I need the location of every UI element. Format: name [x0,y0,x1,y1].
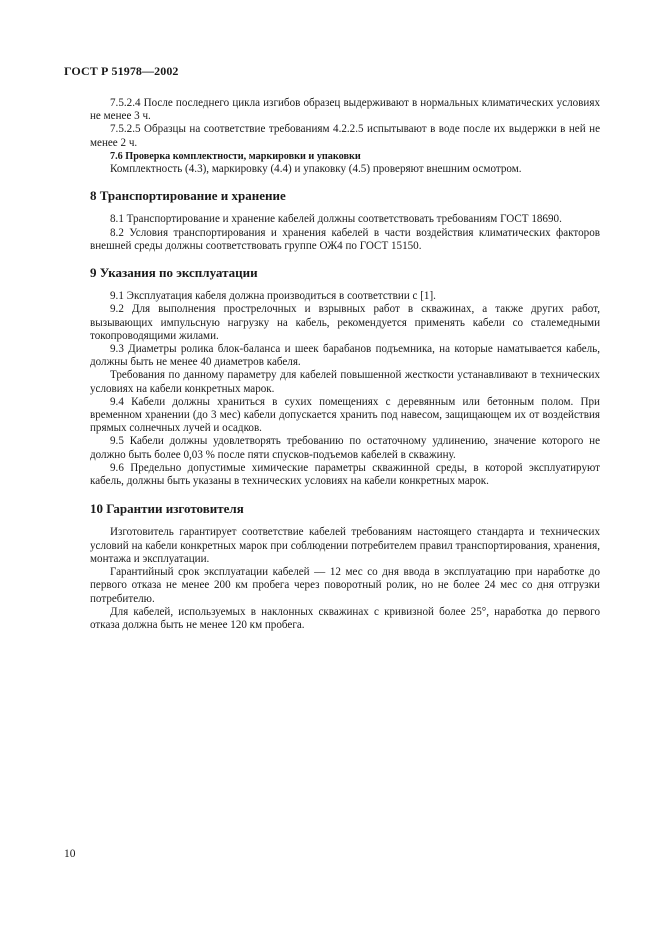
paragraph-7-5-2-4: 7.5.2.4 После последнего цикла изгибов образец выдерживают в нормальных климатических условиях не менее 3 ч. [90,97,600,123]
paragraph-7-6-body: Комплектность (4.3), маркировку (4.4) и упаковку (4.5) проверяют внешним осмотром. [110,163,522,176]
document-header: ГОСТ Р 51978—2002 [64,64,179,78]
paragraph-9-4: 9.4 Кабели должны храниться в сухих помещениях с деревянным или бетонным полом. При временном хранении (до 3 мес) кабели допускается хранить под навесом, защищающем их от воздействия прямых солнечных лучей и осадков. [90,395,600,435]
paragraph-10-inclined-wells: Для кабелей, используемых в наклонных скважинах с кривизной более 25°, наработка до первого отказа должна быть не менее 120 км пробега. [90,605,600,631]
paragraph-10-guarantee: Изготовитель гарантирует соответствие кабелей требованиям настоящего стандарта и технических условий на кабели конкретных марок при соблюдении потребителем правил транспортирования, хранения, монтажа и эксплуатации. [90,526,600,565]
paragraph-9-3: 9.3 Диаметры ролика блок-баланса и шеек барабанов подъемника, на которые наматывается кабель, должны быть не менее 40 диаметров кабеля. [90,343,600,369]
paragraph-7-5-2-5: 7.5.2.5 Образцы на соответствие требованиям 4.2.2.5 испытывают в воде после их выдержки в ней не менее 2 ч. [90,123,600,149]
paragraph-9-1: 9.1 Эксплуатация кабеля должна производиться в соответствии с [1]. [110,290,436,303]
subsection-heading-7-6: 7.6 Проверка комплектности, маркировки и упаковки [110,150,361,162]
paragraph-10-warranty-period: Гарантийный срок эксплуатации кабелей — 12 мес со дня ввода в эксплуатацию при наработке до первого отказа не менее 200 км пробега через поворотный ролик, но не более 24 мес со дня отгрузки потребителю. [90,566,600,605]
paragraph-9-2: 9.2 Для выполнения прострелочных и взрывных работ в скважинах, а также других работ, вызывающих импульсную нагрузку на кабель, рекомендуется применять кабели со сталемедными токопроводящими жилами. [90,303,600,342]
paragraph-9-3-note: Требования по данному параметру для кабелей повышенной жесткости устанавливают в технических условиях на кабели конкретных марок. [90,369,600,395]
paragraph-9-5: 9.5 Кабели должны удовлетворять требованию по остаточному удлинению, значение которого не должно быть более 0,03 % после пяти спусков-подъемов кабелей в скважину. [90,435,600,461]
paragraph-9-6: 9.6 Предельно допустимые химические параметры скважинной среды, в которой эксплуатируют кабель, должны быть указаны в технических условиях на кабели конкретных марок. [90,461,600,488]
paragraph-8-1: 8.1 Транспортирование и хранение кабелей должны соответствовать требованиям ГОСТ 18690. [110,213,562,226]
section-heading-8: 8 Транспортирование и хранение [90,188,286,204]
page-number: 10 [64,848,76,860]
paragraph-8-2: 8.2 Условия транспортирования и хранения кабелей в части воздействия климатических факторов внешней среды должны соответствовать группе ОЖ4 по ГОСТ 15150. [90,226,600,252]
document-body [90,97,600,632]
section-heading-10: 10 Гарантии изготовителя [90,501,244,517]
section-heading-9: 9 Указания по эксплуатации [90,265,258,281]
